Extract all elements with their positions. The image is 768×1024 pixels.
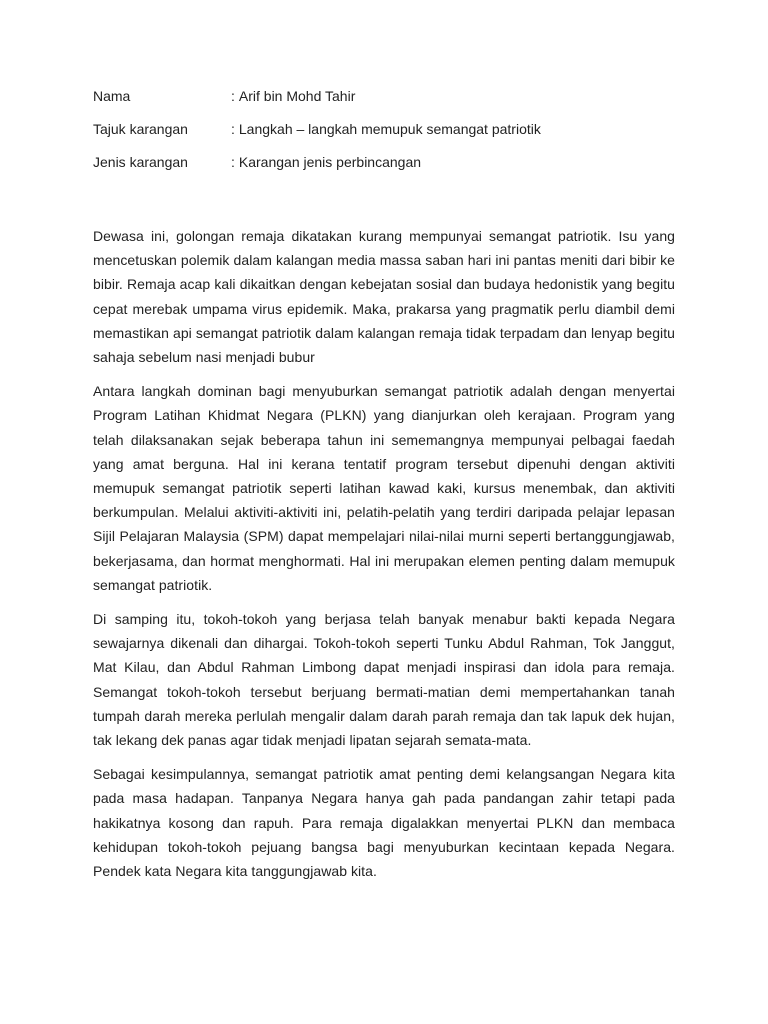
- type-label: Jenis karangan: [93, 154, 188, 170]
- essay-body: [93, 224, 675, 893]
- type-value-wrap: [231, 152, 421, 172]
- name-value-wrap: [231, 86, 355, 106]
- name-value: Arif bin Mohd Tahir: [238, 88, 356, 104]
- paragraph-plkn: Antara langkah dominan bagi menyuburkan semangat patriotik adalah dengan menyertai Program Latihan Khidmat Negara (PLKN) yang dianjurkan oleh kerajaan. Program yang telah dilaksanakan sejak beberapa tahun ini sememangnya mempunyai pelbagai faedah yang amat berguna. Hal ini kerana tentatif program tersebut dipenuhi dengan aktiviti memupuk semangat patriotik seperti latihan kawad kaki, kursus menembak, dan aktiviti berkumpulan. Melalui aktiviti-aktiviti ini, pelatih-pelatih yang terdiri daripada pelajar lepasan Sijil Pelajaran Malaysia (SPM) dapat mempelajari nilai-nilai murni seperti bertanggungjawab, bekerjasama, dan hormat menghormati. Hal ini merupakan elemen penting dalam memupuk semangat patriotik.: [93, 383, 675, 593]
- name-label: Nama: [93, 88, 131, 104]
- type-separator: :: [231, 154, 235, 170]
- paragraph-introduction: Dewasa ini, golongan remaja dikatakan kurang mempunyai semangat patriotik. Isu yang mencetuskan polemik dalam kalangan media massa saban hari ini pantas meniti dari bibir ke bibir. Remaja acap kali dikaitkan dengan kebejatan sosial dan budaya hedonistik yang begitu cepat merebak umpama virus epidemik. Maka, prakarsa yang pragmatik perlu diambil demi memastikan api semangat patriotik dalam kalangan remaja tidak terpadam dan lenyap begitu sahaja sebelum nasi menjadi bubur: [93, 228, 675, 366]
- header-row-type: [93, 152, 683, 172]
- header-row-title: [93, 119, 683, 139]
- name-separator: :: [231, 88, 235, 104]
- title-value-wrap: [231, 119, 541, 139]
- title-separator: :: [231, 121, 235, 137]
- title-label: Tajuk karangan: [93, 121, 188, 137]
- header-row-name: [93, 86, 683, 106]
- paragraph-tokoh: Di samping itu, tokoh-tokoh yang berjasa telah banyak menabur bakti kepada Negara sewajarnya dikenali dan dihargai. Tokoh-tokoh seperti Tunku Abdul Rahman, Tok Janggut, Mat Kilau, dan Abdul Rahman Limbong dapat menjadi inspirasi dan idola para remaja. Semangat tokoh-tokoh tersebut berjuang bermati-matian demi mempertahankan tanah tumpah darah mereka perlulah mengalir dalam darah parah remaja dan tak lapuk dek hujan, tak lekang dek panas agar tidak menjadi lipatan sejarah semata-mata.: [93, 611, 675, 749]
- paragraph-conclusion: Sebagai kesimpulannya, semangat patriotik amat penting demi kelangsangan Negara kita pada masa hadapan. Tanpanya Negara hanya gah pada pandangan zahir tetapi pada hakikatnya kosong dan rapuh. Para remaja digalakkan menyertai PLKN dan membaca kehidupan tokoh-tokoh pejuang bangsa bagi menyuburkan kecintaan kepada Negara. Pendek kata Negara kita tanggungjawab kita.: [93, 766, 675, 880]
- type-value: Karangan jenis perbincangan: [238, 154, 422, 170]
- title-value: Langkah – langkah memupuk semangat patriotik: [238, 121, 541, 137]
- essay-header: [93, 86, 683, 185]
